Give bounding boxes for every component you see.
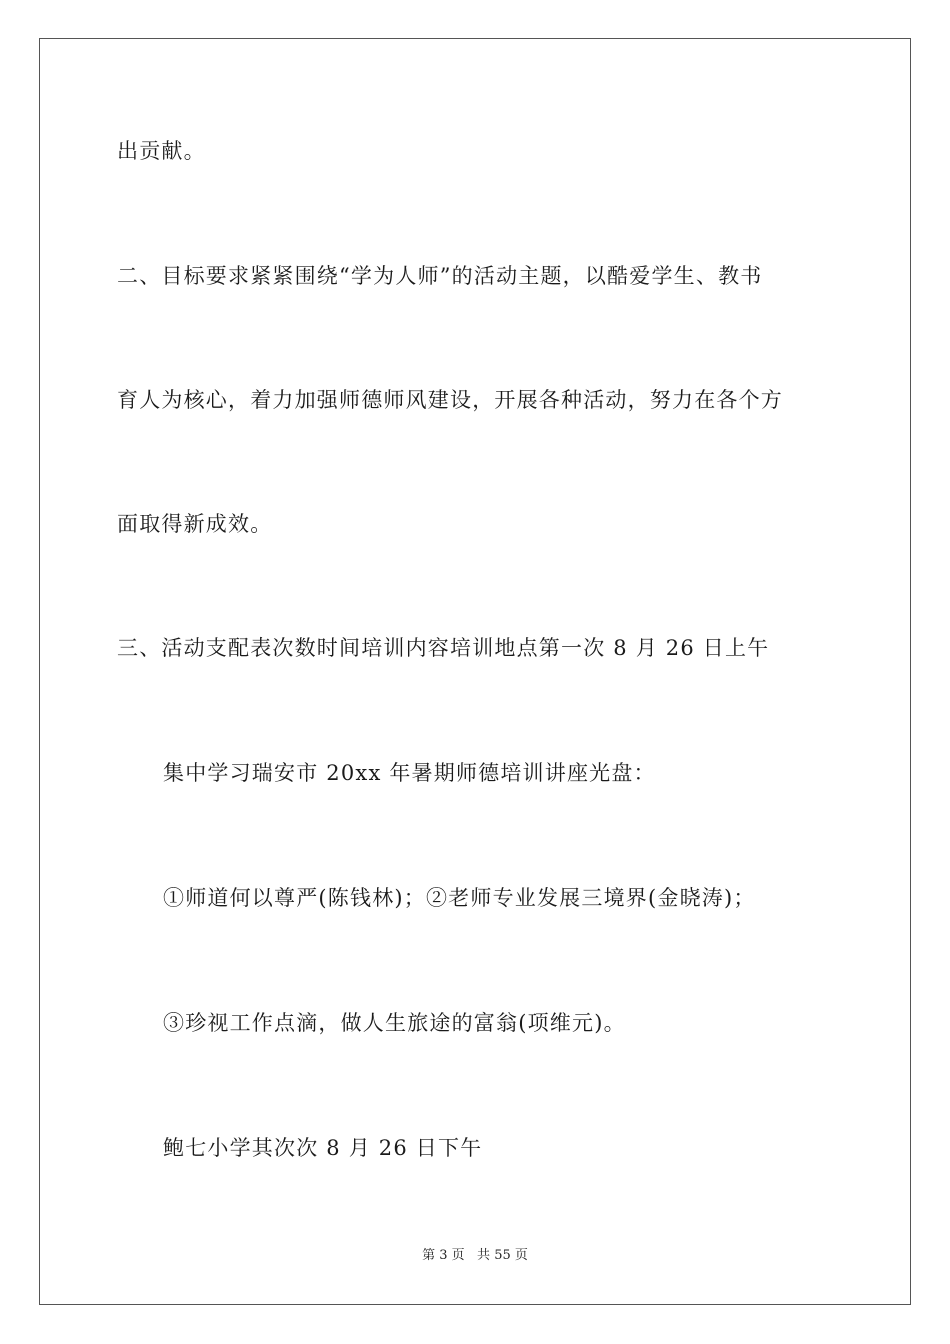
body-text-line: ③珍视工作点滴，做人生旅途的富翁(项维元)。 <box>163 1011 626 1035</box>
body-text-line: ①师道何以尊严(陈钱林)；②老师专业发展三境界(金晓涛)； <box>163 886 756 910</box>
body-text-line: 育人为核心，着力加强师德师风建设，开展各种活动，努力在各个方 <box>117 388 783 412</box>
page-border <box>39 38 911 1305</box>
body-text-line: 三、活动支配表次数时间培训内容培训地点第一次 8 月 26 日上午 <box>117 636 770 660</box>
body-text-line: 二、目标要求紧紧围绕“学为人师”的活动主题，以酷爱学生、教书 <box>117 264 763 288</box>
page-footer: 第 3 页 共 55 页 <box>422 1248 528 1263</box>
body-text-line: 面取得新成效。 <box>117 512 273 536</box>
body-text-line: 出贡献。 <box>117 139 206 163</box>
body-text-line: 鲍七小学其次次 8 月 26 日下午 <box>163 1136 483 1160</box>
body-text-line: 集中学习瑞安市 20xx 年暑期师德培训讲座光盘： <box>163 761 656 785</box>
